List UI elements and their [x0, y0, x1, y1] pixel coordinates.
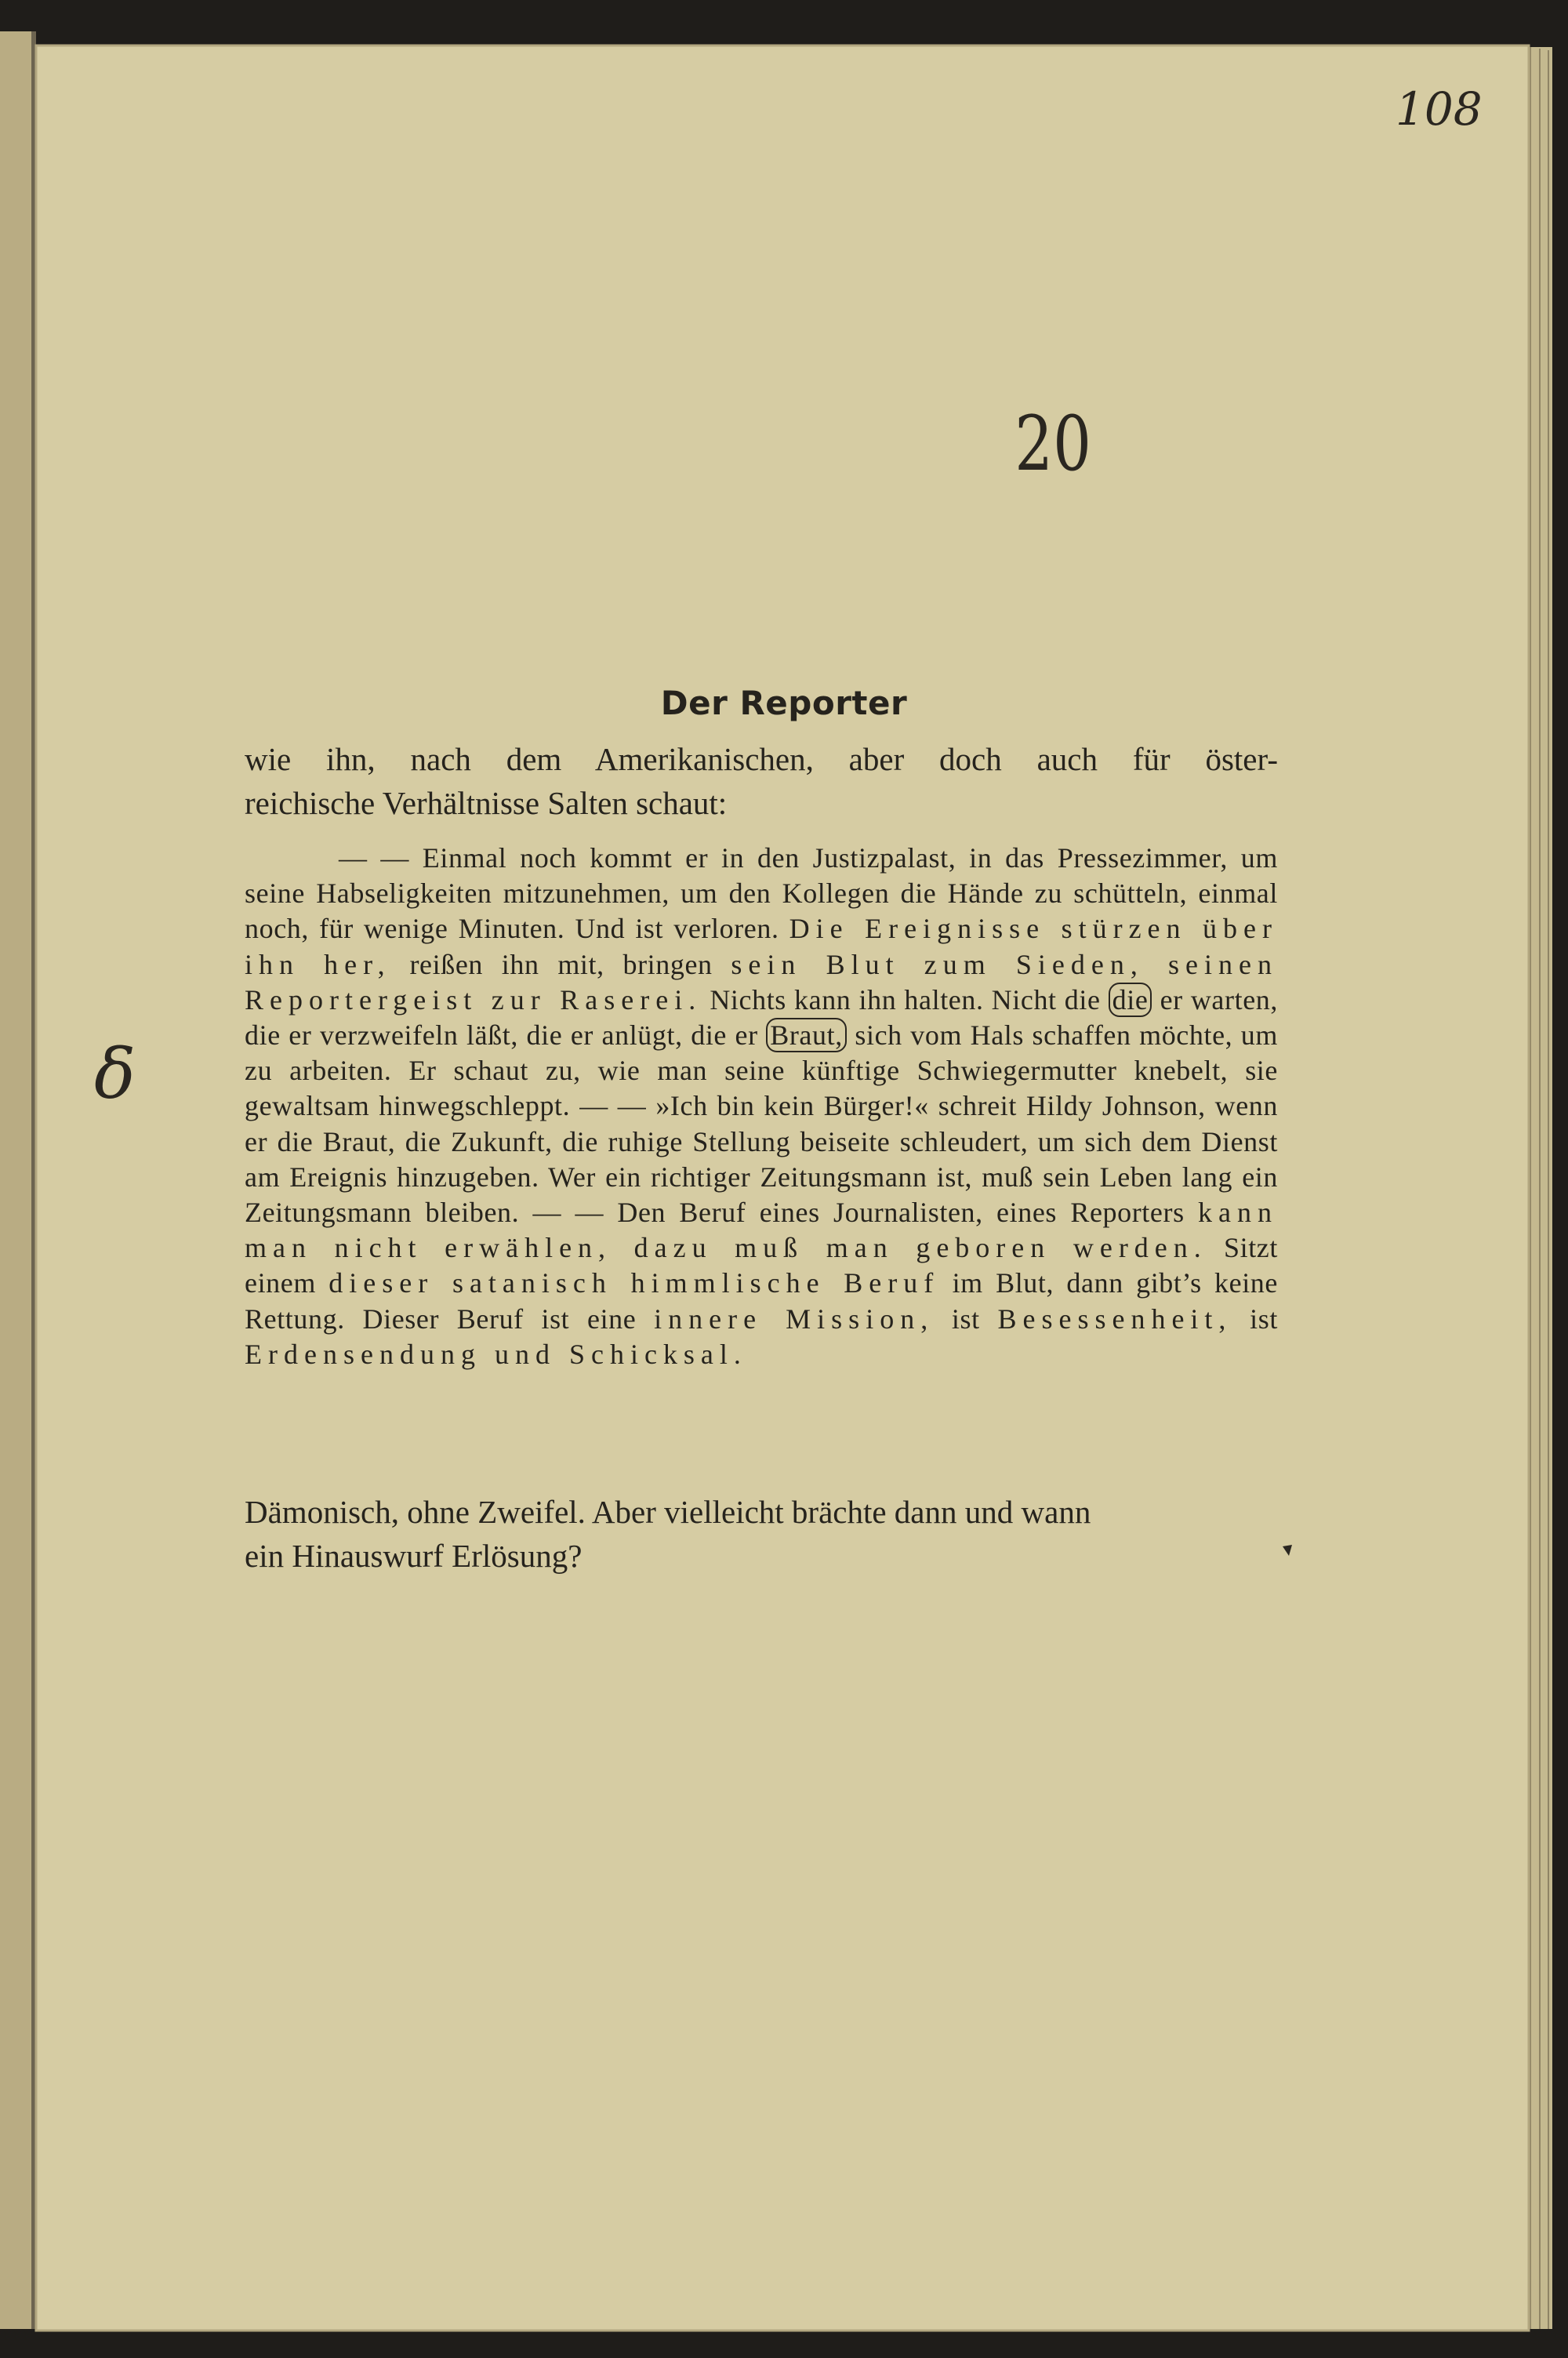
handwritten-page-number: 108	[1396, 82, 1483, 136]
ink-mark-icon	[1279, 1542, 1298, 1560]
closing-line-1: Dämonisch, ohne Zweifel. Aber vielleicht brächte dann und wann	[245, 1494, 1091, 1530]
quote-spaced-3: kann man nicht erwählen, dazu muß man geboren werden.	[245, 1197, 1278, 1264]
handwritten-folio-mark: 20	[1014, 400, 1091, 488]
intro-line-1: wie ihn, nach dem Amerikanischen, aber doch auch für öster-	[245, 741, 1278, 777]
circled-word-die: die	[1109, 983, 1152, 1017]
handwritten-margin-mark: δ	[94, 1034, 136, 1114]
quote-text-2: reißen ihn mit, bringen	[409, 948, 713, 980]
quote-text-9: ist	[1250, 1303, 1278, 1335]
section-heading: Der Reporter	[660, 684, 908, 722]
quote-text-5: sich vom Hals schaffen möchte, um zu arbeiten. Er schaut zu, wie man seine künftige Schwiegermutter knebelt, sie gewaltsam hinwegschleppt. — — »Ich bin kein Bürger!« schreit Hildy Johnson, wenn er die Braut, die Zukunft, die ruhige Stellung beiseite schleudert, um sich dem Dienst am Ereignis hinzugeben. Wer ein richtiger Zeitungsmann ist, muß sein Leben lang ein Zeitungsmann bleiben. — — Den Beruf eines Journalisten, eines Reporters	[245, 1019, 1278, 1229]
closing-paragraph	[245, 1490, 1278, 1578]
left-page-edge	[0, 31, 36, 2329]
quote-text-3: Nichts kann ihn halten. Nicht die	[710, 983, 1101, 1016]
intro-line-2: reichische Verhältnisse Salten schaut:	[245, 785, 728, 821]
closing-line-2: ein Hinauswurf Erlösung?	[245, 1538, 583, 1574]
intro-paragraph	[245, 737, 1278, 825]
quote-text-4: er warten, die er verzweifeln läßt, die er anlügt, die er	[245, 983, 1278, 1052]
quote-spaced-1: Die Ereignisse stürzen über ihn her,	[245, 913, 1278, 980]
circled-word-braut: Braut,	[766, 1018, 847, 1052]
quote-spaced-6: Besessenheit,	[997, 1303, 1232, 1335]
quoted-passage	[245, 841, 1278, 1372]
quote-spaced-2: sein Blut zum Sieden, seinen Reportergeist zur Raserei.	[245, 948, 1278, 1016]
quote-spaced-7: Erdensendung und Schicksal.	[245, 1338, 747, 1370]
quote-spaced-4: dieser satanisch himmlische Beruf	[328, 1267, 940, 1299]
quote-spaced-5: innere Mission,	[654, 1303, 935, 1335]
quote-text-8: ist	[951, 1303, 980, 1335]
quote-text-6: Sitzt einem	[245, 1232, 1278, 1299]
quote-text-7: im Blut, dann gibt’s keine Rettung. Dieser Beruf ist eine	[245, 1267, 1278, 1335]
quote-text-1: — — Einmal noch kommt er in den Justizpalast, in das Pressezimmer, um seine Habseligkeiten mitzunehmen, um den Kollegen die Hände zu schütteln, einmal noch, für wenige Minuten. Und ist verloren.	[245, 842, 1278, 945]
